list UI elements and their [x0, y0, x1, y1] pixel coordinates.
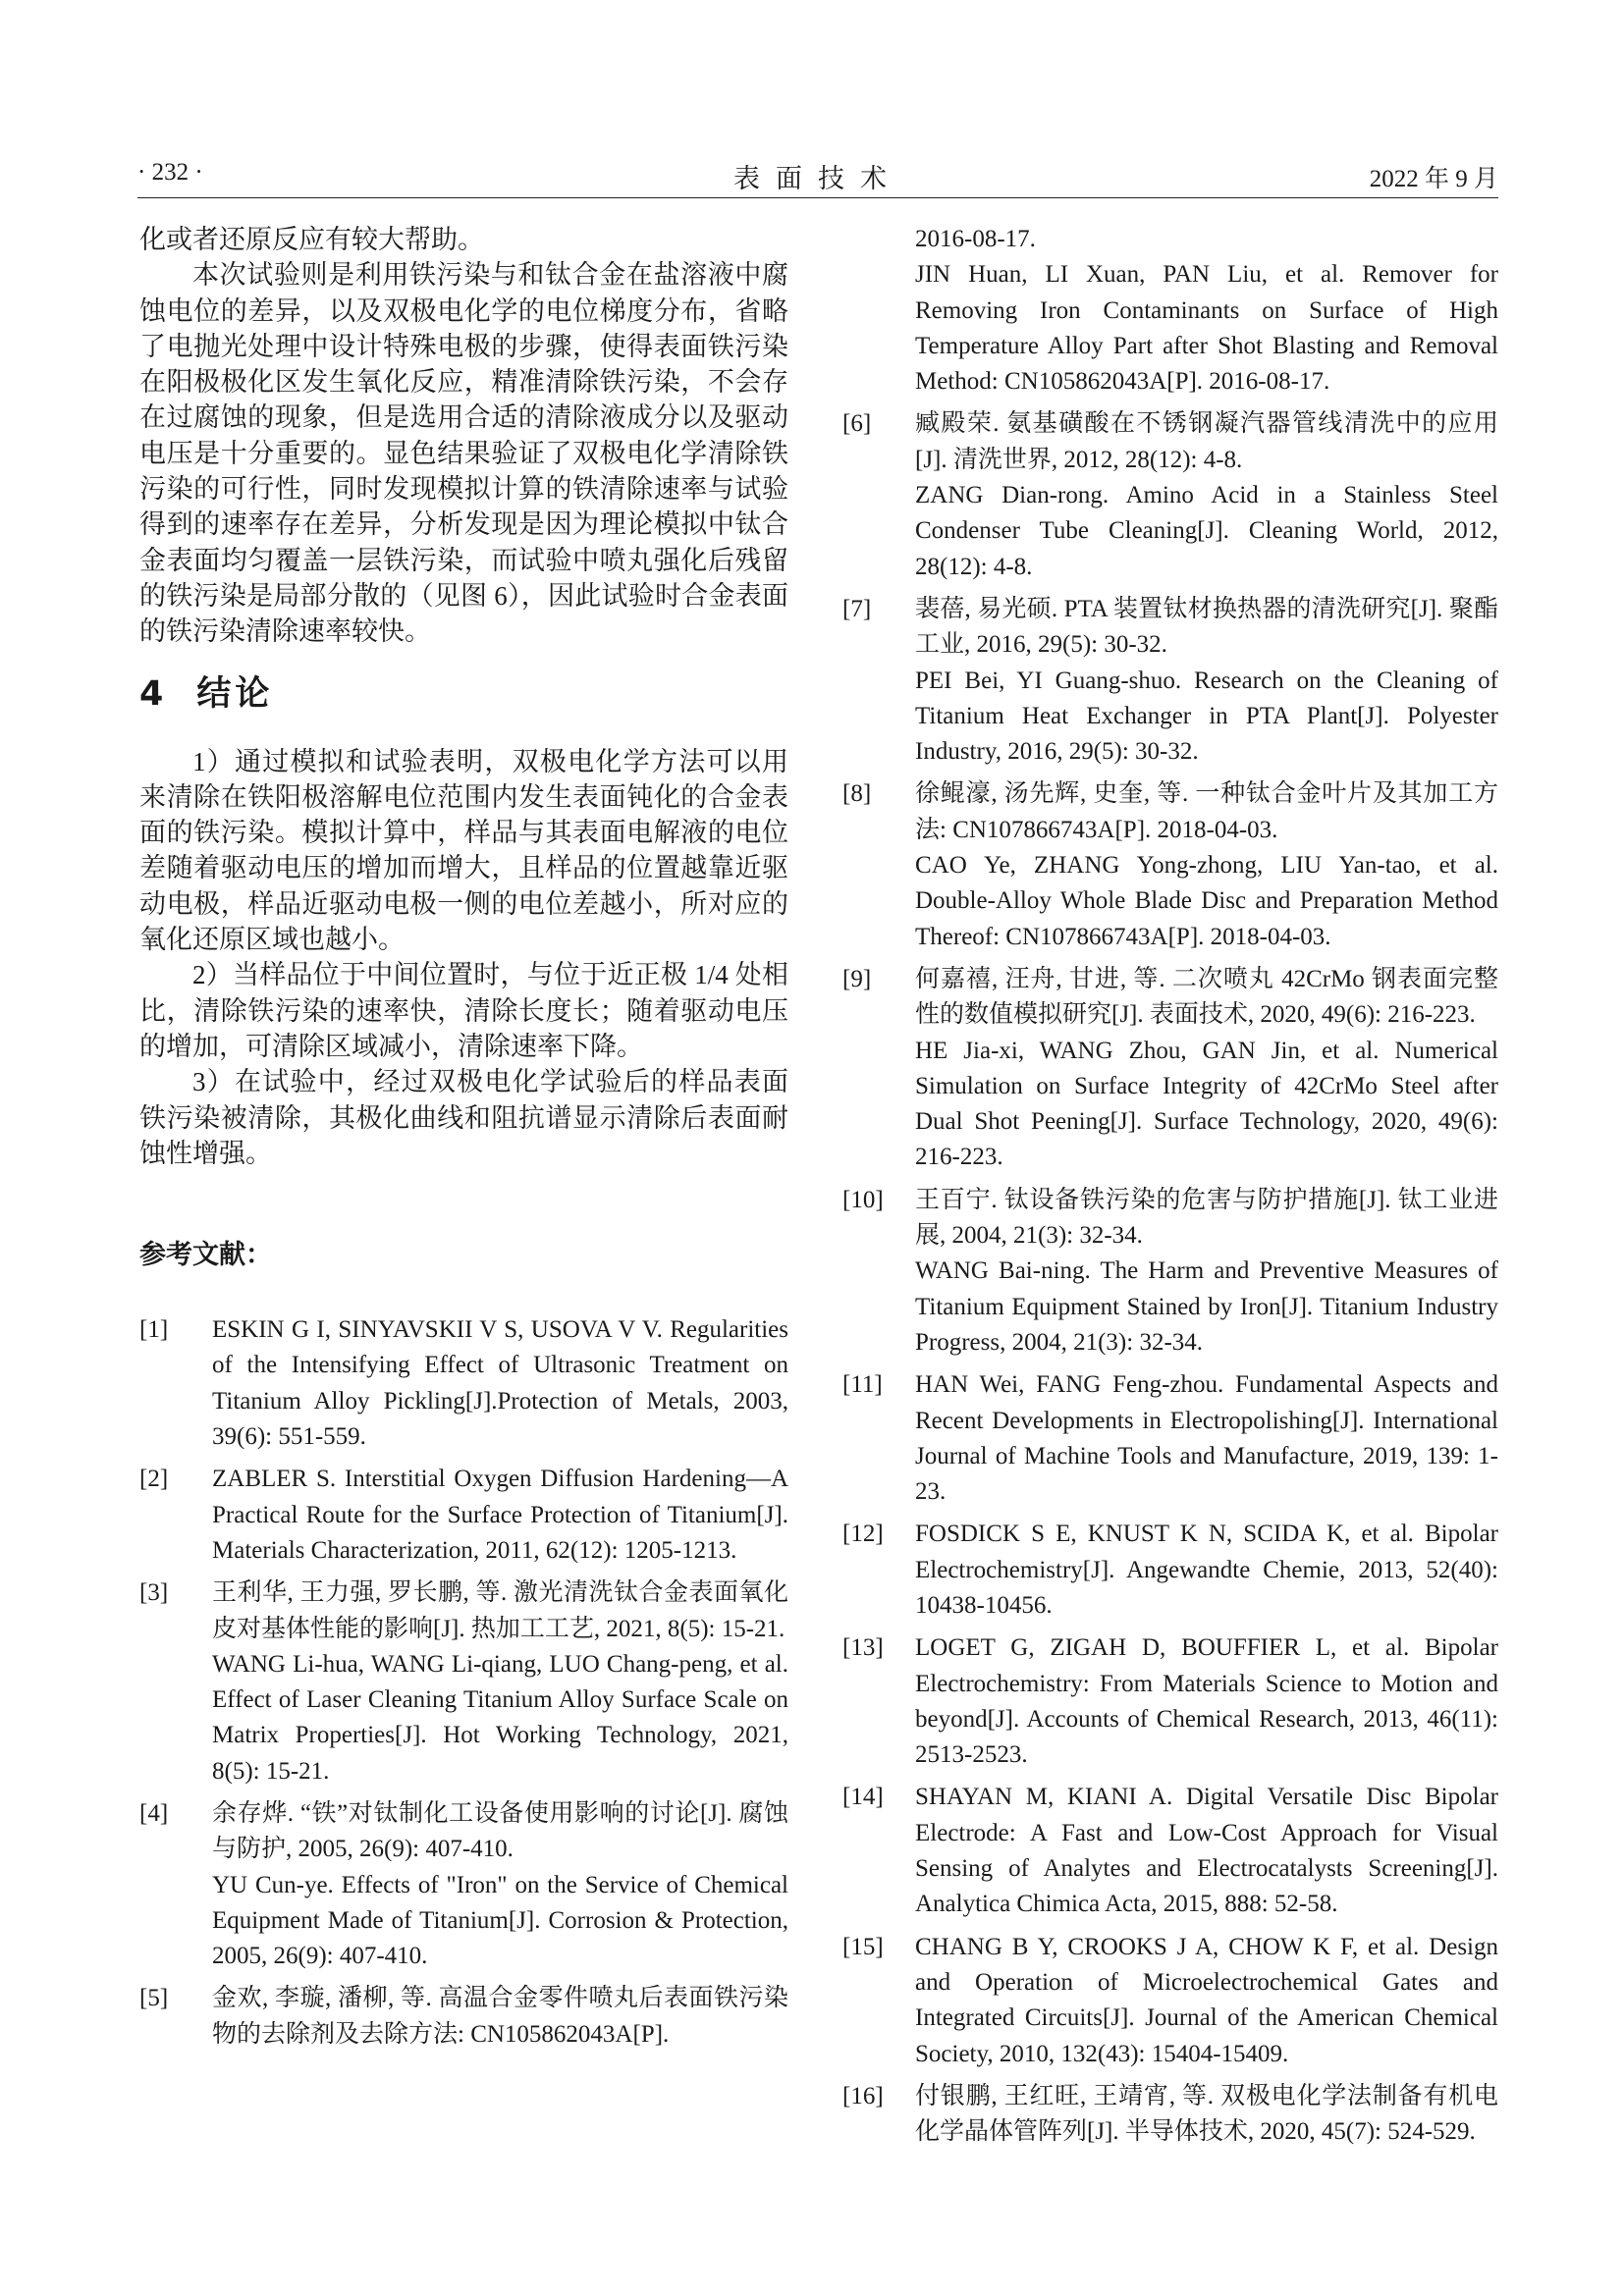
reference-text-en: YU Cun-ye. Effects of "Iron" on the Service of Chemical Equipment Made of Titanium[J]. Corrosion & Protection, 2005, 26(9): 407-410. [212, 1871, 788, 1970]
section-title: 结论 [196, 673, 274, 714]
reference-text: 裴蓓, 易光硕. PTA 装置钛材换热器的清洗研究[J]. 聚酯工业, 2016, 29(5): 30-32. [915, 595, 1498, 659]
reference-number: [6] [842, 410, 872, 438]
reference-text: 2016-08-17. [915, 226, 1036, 252]
reference-number: [3] [139, 1579, 169, 1607]
reference-item [139, 1575, 788, 1789]
reference-item [844, 776, 1498, 954]
reference-item-continued [844, 222, 1498, 400]
reference-text: CHANG B Y, CROOKS J A, CHOW K F, et al. Design and Operation of Microelectrochemical Gates and Integrated Circuits[J]. Journal of the American Chemical Society, 2010, 132(43): 15404-15409. [915, 1933, 1498, 2067]
reference-item [139, 1796, 788, 1974]
reference-item [139, 1312, 788, 1455]
reference-text: FOSDICK S E, KNUST K N, SCIDA K, et al. Bipolar Electrochemistry[J]. Angewandte Chemie, 2013, 52(40): 10438-10456. [915, 1521, 1498, 1619]
right-column [844, 222, 1498, 2157]
reference-text: ESKIN G I, SINYAVSKII V S, USOVA V V. Regularities of the Intensifying Effect of Ultrasonic Treatment on Titanium Alloy Pickling[J].Protection of Metals, 2003, 39(6): 551-559. [212, 1316, 788, 1451]
reference-item [844, 406, 1498, 584]
reference-item [844, 1517, 1498, 1624]
reference-text-en: CAO Ye, ZHANG Yong-zhong, LIU Yan-tao, et al. Double-Alloy Whole Blade Disc and Preparation Method Thereof: CN107866743A[P]. 2018-04-03. [915, 852, 1498, 950]
reference-item [844, 1183, 1498, 1361]
reference-text: 臧殿荣. 氨基磺酸在不锈钢凝汽器管线清洗中的应用[J]. 清洗世界, 2012, 28(12): 4-8. [915, 410, 1498, 473]
reference-number: [7] [842, 595, 872, 622]
paragraph-continuation: 化或者还原反应有较大帮助。 [139, 225, 484, 254]
running-header [137, 155, 1498, 194]
left-column [139, 222, 788, 2059]
journal-title: 表面技术 [733, 164, 902, 193]
conclusion-2: 2）当样品位于中间位置时，与位于近正极 1/4 处相比，清除铁污染的速率快，清除长度长；随着驱动电压的增加，可清除区域减小，清除速率下降。 [139, 960, 788, 1061]
reference-text: 何嘉禧, 汪舟, 甘进, 等. 二次喷丸 42CrMo 钢表面完整性的数值模拟研究[J]. 表面技术, 2020, 49(6): 216-223. [915, 965, 1498, 1029]
reference-text-en: WANG Li-hua, WANG Li-qiang, LUO Chang-peng, et al. Effect of Laser Cleaning Titanium Alloy Surface Scale on Matrix Properties[J]. Hot Working Technology, 2021, 8(5): 15-21. [212, 1650, 788, 1785]
reference-text-en: WANG Bai-ning. The Harm and Preventive Measures of Titanium Equipment Stained by Iron[J]. Titanium Industry Progress, 2004, 21(3): 32-34. [915, 1257, 1498, 1356]
references-heading: 参考文献： [139, 1240, 272, 1271]
reference-number: [5] [139, 1985, 169, 2012]
issue-date: 2022 年 9 月 [1369, 166, 1498, 192]
page-number: · 232 · [137, 159, 203, 186]
reference-text: 付银鹏, 王红旺, 王靖宵, 等. 双极电化学法制备有机电化学晶体管阵列[J]. 半导体技术, 2020, 45(7): 524-529. [915, 2082, 1498, 2146]
reference-item [844, 2079, 1498, 2151]
reference-number: [2] [139, 1466, 169, 1493]
reference-number: [4] [139, 1799, 169, 1827]
reference-text: 王利华, 王力强, 罗长鹏, 等. 激光清洗钛合金表面氧化皮对基体性能的影响[J]. 热加工工艺, 2021, 8(5): 15-21. [212, 1579, 788, 1642]
reference-item [844, 592, 1498, 770]
reference-number: [12] [842, 1521, 884, 1548]
reference-number: [15] [842, 1933, 884, 1960]
reference-text: 徐鲲濠, 汤先辉, 史奎, 等. 一种钛合金叶片及其加工方法: CN107866743A[P]. 2018-04-03. [915, 780, 1498, 843]
header-rule [137, 197, 1498, 198]
reference-text: SHAYAN M, KIANI A. Digital Versatile Disc Bipolar Electrode: A Fast and Low-Cost Approach for Visual Sensing of Analytes and Electrocatalysts Screening[J]. Analytica Chimica Acta, 2015, 888: 52-58. [915, 1784, 1498, 1918]
reference-item [139, 1462, 788, 1569]
reference-text-en: ZANG Dian-rong. Amino Acid in a Stainless Steel Condenser Tube Cleaning[J]. Cleaning World, 2012, 28(12): 4-8. [915, 482, 1498, 580]
reference-item [844, 1930, 1498, 2072]
reference-text: 余存烨. “铁”对钛制化工设备使用影响的讨论[J]. 腐蚀与防护, 2005, 26(9): 407-410. [212, 1799, 788, 1863]
reference-number: [16] [842, 2082, 884, 2109]
reference-item [139, 1981, 788, 2053]
reference-item [844, 962, 1498, 1176]
section-heading [139, 671, 788, 717]
reference-text-en: PEI Bei, YI Guang-shuo. Research on the Cleaning of Titanium Heat Exchanger in PTA Plant[J]. Polyester Industry, 2016, 29(5): 30-32. [915, 667, 1498, 766]
reference-number: [8] [842, 780, 872, 808]
reference-text: 金欢, 李璇, 潘柳, 等. 高温合金零件喷丸后表面铁污染物的去除剂及去除方法: CN105862043A[P]. [212, 1985, 788, 2048]
conclusion-1: 1）通过模拟和试验表明，双极电化学方法可以用来清除在铁阳极溶解电位范围内发生表面钝化的合金表面的铁污染。模拟计算中，样品与其表面电解液的电位差随着驱动电压的增加而增大，且样品的位置越靠近驱动电极，样品近驱动电极一侧的电位差越小，所对应的氧化还原区域也越小。 [139, 746, 788, 955]
reference-number: [10] [842, 1186, 884, 1213]
reference-text-en: JIN Huan, LI Xuan, PAN Liu, et al. Remover for Removing Iron Contaminants on Surface of High Temperature Alloy Part after Shot Blasting and Removal Method: CN105862043A[P]. 2016-08-17. [915, 261, 1498, 396]
paragraph-discussion: 本次试验则是利用铁污染与和钛合金在盐溶液中腐蚀电位的差异，以及双极电化学的电位梯度分布，省略了电抛光处理中设计特殊电极的步骤，使得表面铁污染在阳极极化区发生氧化反应，精准清除铁污染，不会存在过腐蚀的现象，但是选用合适的清除液成分以及驱动电压是十分重要的。显色结果验证了双极电化学清除铁污染的可行性，同时发现模拟计算的铁清除速率与试验得到的速率存在差异，分析发现是因为理论模拟中钛合金表面均匀覆盖一层铁污染，而试验中喷丸强化后残留的铁污染是局部分散的（见图 6），因此试验时合金表面的铁污染清除速率较快。 [139, 260, 788, 647]
reference-number: [14] [842, 1784, 884, 1811]
reference-item [844, 1780, 1498, 1922]
reference-text: ZABLER S. Interstitial Oxygen Diffusion Hardening—A Practical Route for the Surface Protection of Titanium[J]. Materials Characterization, 2011, 62(12): 1205-1213. [212, 1466, 788, 1564]
reference-number: [1] [139, 1316, 169, 1344]
reference-text: HAN Wei, FANG Feng-zhou. Fundamental Aspects and Recent Developments in Electropolishing[J]. International Journal of Machine Tools and Manufacture, 2019, 139: 1-23. [915, 1371, 1498, 1506]
reference-text: 王百宁. 钛设备铁污染的危害与防护措施[J]. 钛工业进展, 2004, 21(3): 32-34. [915, 1186, 1498, 1250]
reference-item [844, 1630, 1498, 1773]
reference-number: [9] [842, 965, 872, 992]
reference-number: [13] [842, 1634, 884, 1662]
reference-text: LOGET G, ZIGAH D, BOUFFIER L, et al. Bipolar Electrochemistry: From Materials Science to Motion and beyond[J]. Accounts of Chemical Research, 2013, 46(11): 2513-2523. [915, 1634, 1498, 1769]
reference-text-en: HE Jia-xi, WANG Zhou, GAN Jin, et al. Numerical Simulation on Surface Integrity of 42CrMo Steel after Dual Shot Peening[J]. Surface Technology, 2020, 49(6): 216-223. [915, 1037, 1498, 1171]
section-number: 4 [139, 673, 164, 714]
reference-item [844, 1367, 1498, 1510]
reference-number: [11] [842, 1371, 883, 1399]
conclusion-3: 3）在试验中，经过双极电化学试验后的样品表面铁污染被清除，其极化曲线和阻抗谱显示清除后表面耐蚀性增强。 [139, 1067, 788, 1168]
